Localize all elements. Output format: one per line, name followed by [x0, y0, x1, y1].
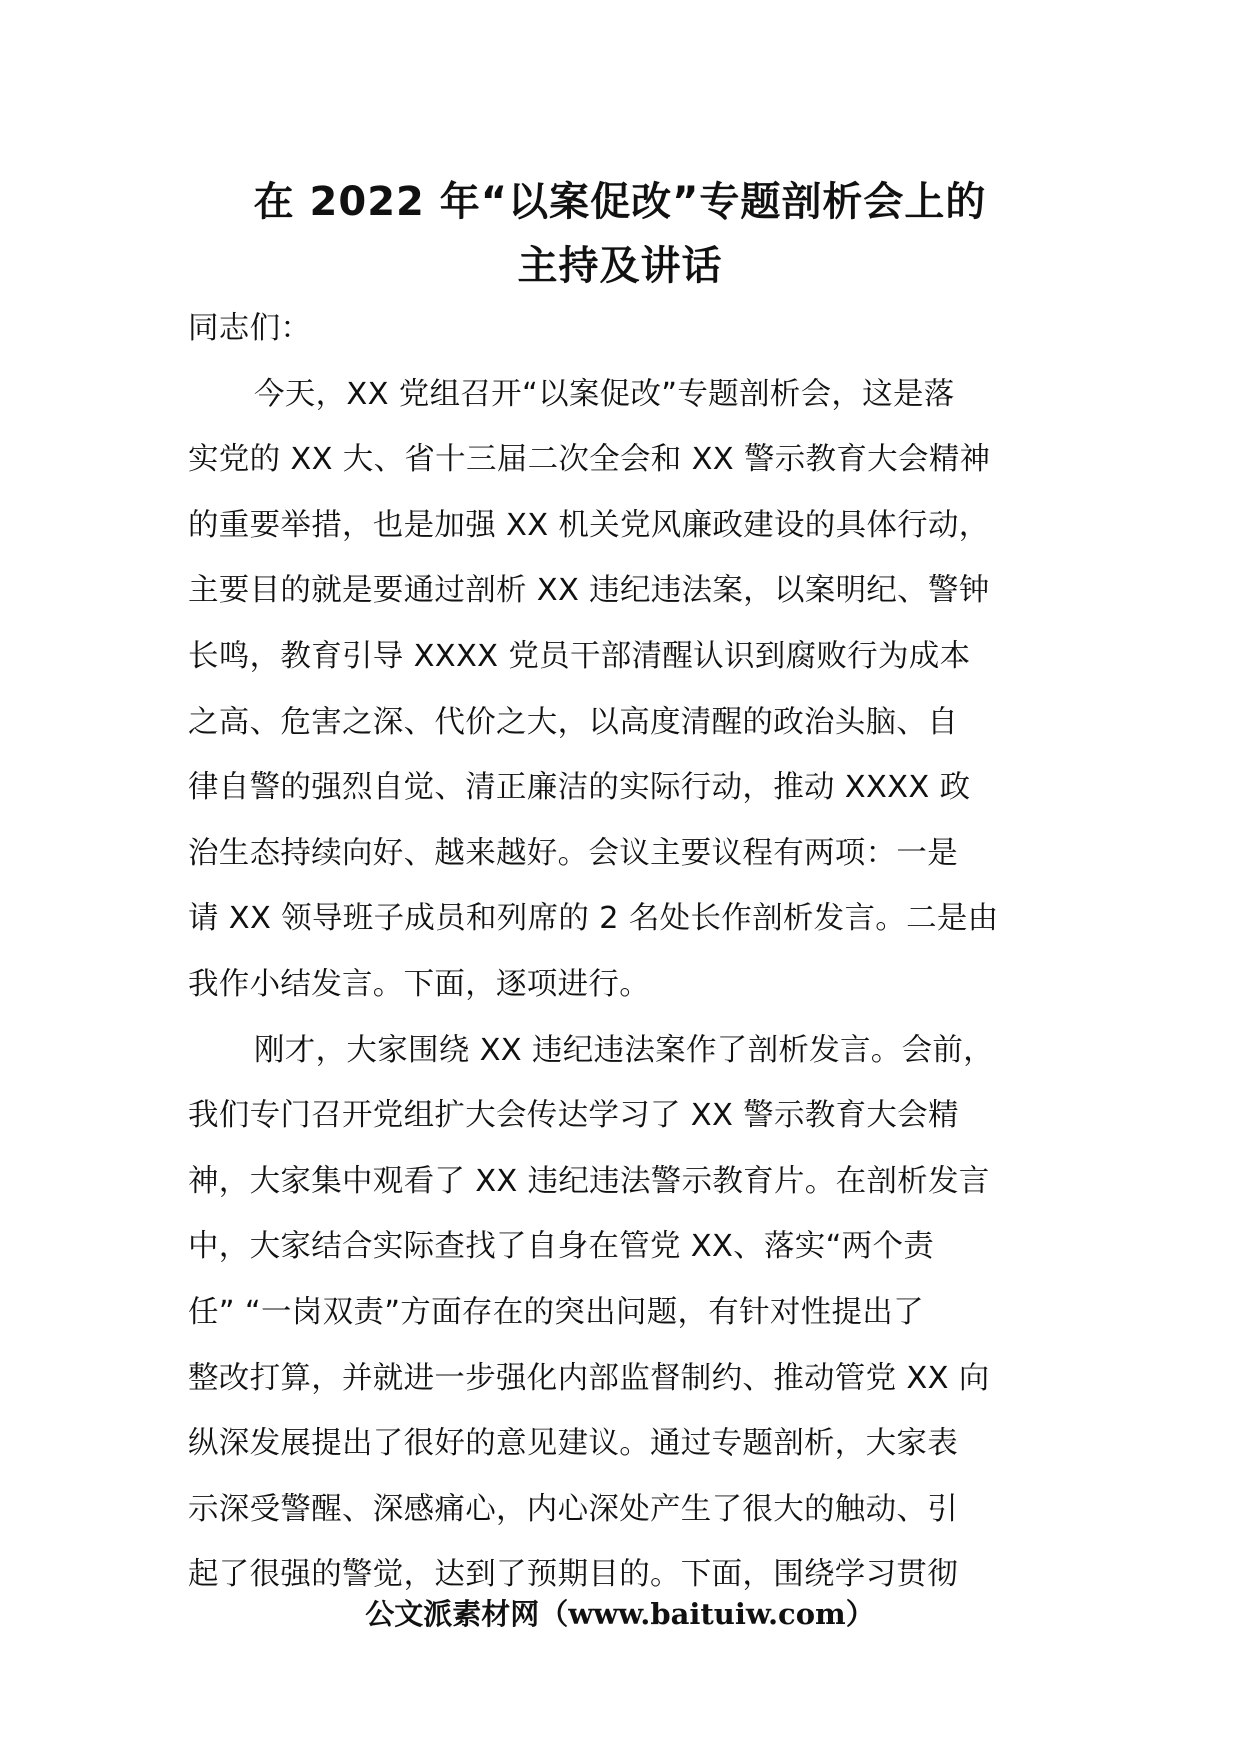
text-line: 治生态持续向好、越来越好。会议主要议程有两项：一是: [188, 835, 958, 871]
salutation: 同志们：: [188, 311, 312, 346]
footer-source: 公文派素材网（www.baituiw.com）: [365, 1597, 875, 1631]
text-line: 实党的 XX 大、省十三届二次全会和 XX 警示教育大会精神: [188, 442, 991, 478]
document-body: [188, 296, 1058, 1608]
document-title: [150, 170, 1090, 298]
title-line-2: 主持及讲话: [517, 243, 723, 289]
text-line: 请 XX 领导班子成员和列席的 2 名处长作剖析发言。二是由: [188, 901, 999, 937]
text-line: 律自警的强烈自觉、清正廉洁的实际行动，推动 XXXX 政: [188, 770, 971, 806]
title-line-1: 在 2022 年“以案促改”专题剖析会上的: [253, 179, 987, 225]
paragraph-1: [188, 362, 1058, 1018]
text-line: 刚才，大家围绕 XX 违纪违法案作了剖析发言。会前，: [254, 1032, 994, 1068]
text-line: 主要目的就是要通过剖析 XX 违纪违法案，以案明纪、警钟: [188, 573, 990, 609]
text-line: 之高、危害之深、代价之大，以高度清醒的政治头脑、自: [188, 704, 958, 740]
text-line: 今天，XX 党组召开“以案促改”专题剖析会，这是落: [254, 376, 955, 412]
text-line: 神，大家集中观看了 XX 违纪违法警示教育片。在剖析发言: [188, 1163, 990, 1199]
text-line: 的重要举措，也是加强 XX 机关党风廉政建设的具体行动，: [188, 507, 990, 543]
text-line: 长鸣，教育引导 XXXX 党员干部清醒认识到腐败行为成本: [188, 638, 971, 674]
text-line: 我们专门召开党组扩大会传达学习了 XX 警示教育大会精: [188, 1098, 959, 1134]
text-line: 起了很强的警觉，达到了预期目的。下面，围绕学习贯彻: [188, 1557, 958, 1593]
paragraph-2: [188, 1018, 1058, 1608]
text-line: 中，大家结合实际查找了自身在管党 XX、落实“两个责: [188, 1229, 935, 1265]
text-line: 我作小结发言。下面，逐项进行。: [188, 966, 650, 1002]
text-line: 整改打算，并就进一步强化内部监督制约、推动管党 XX 向: [188, 1360, 990, 1396]
text-line: 纵深发展提出了很好的意见建议。通过专题剖析，大家表: [188, 1426, 958, 1462]
text-line: 任” “一岗双责”方面存在的突出问题，有针对性提出了: [188, 1294, 924, 1330]
text-line: 示深受警醒、深感痛心，内心深处产生了很大的触动、引: [188, 1491, 958, 1527]
